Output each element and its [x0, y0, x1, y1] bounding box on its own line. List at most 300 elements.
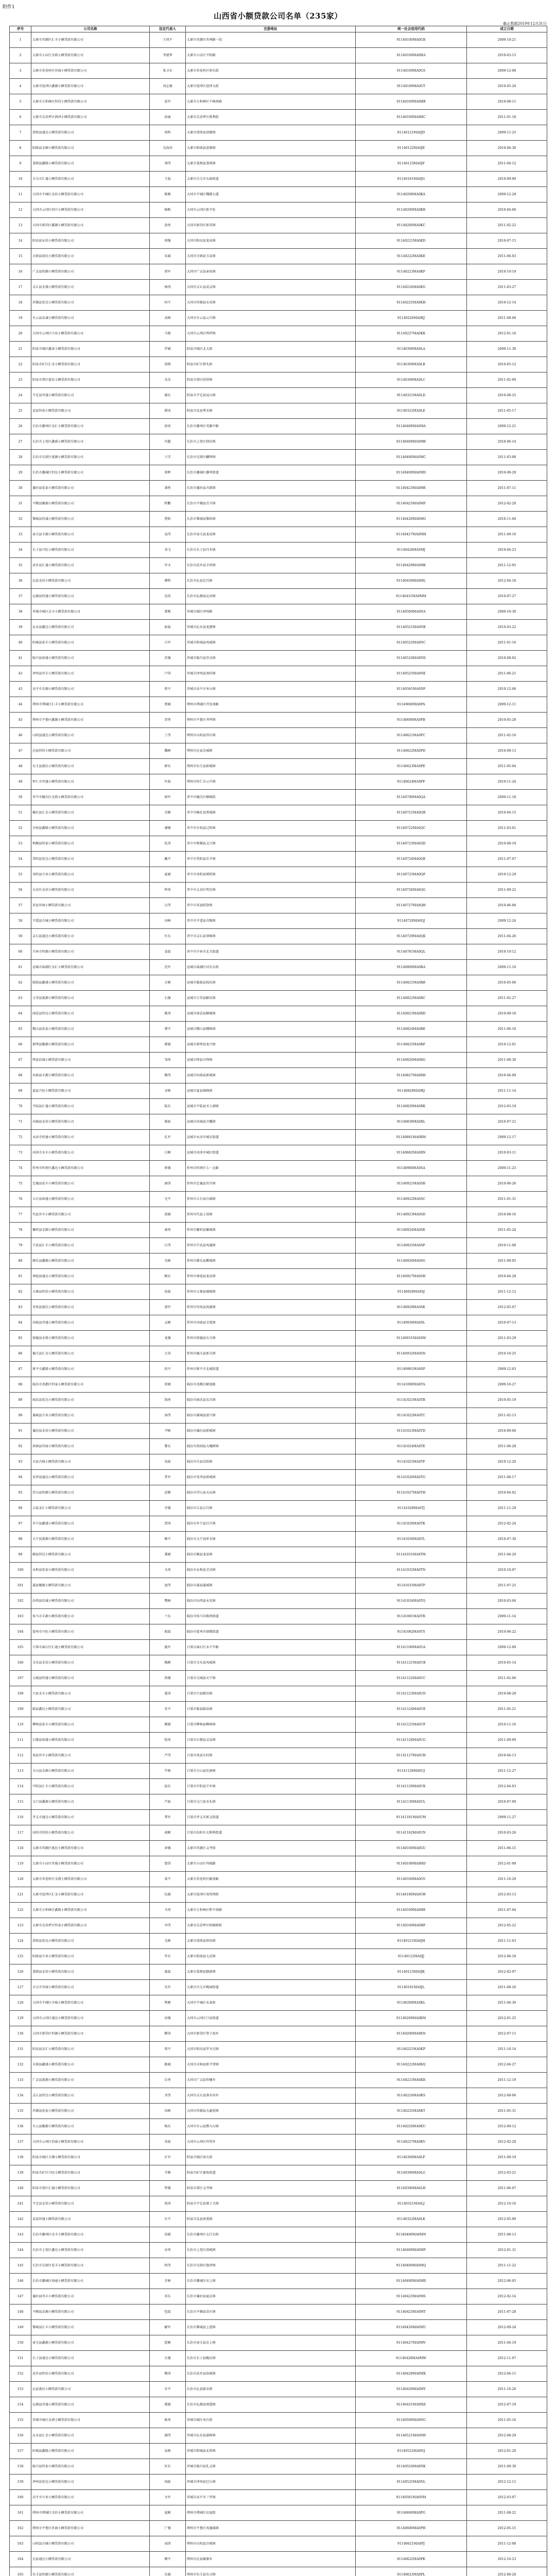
row-index: 46	[10, 728, 31, 743]
company-name: 柳林县宏丰小额贷款有限公司	[31, 1717, 150, 1733]
company-name: 娄烦县鑫隆小额贷款有限公司	[31, 156, 150, 172]
row-index: 24	[10, 388, 31, 403]
table-row	[10, 2397, 547, 2413]
credit-code: 91140400MA0MR	[356, 2274, 467, 2289]
founded-date: 2011-10-20	[467, 1872, 547, 1887]
row-index: 128	[10, 1995, 31, 2011]
company-name: 灵丘县恒达小额贷款有限公司	[31, 2088, 150, 2104]
row-index: 16	[10, 264, 31, 280]
company-name: 绛县信诚小额贷款有限公司	[31, 1053, 150, 1068]
credit-code: 91140723MA0QD	[356, 836, 467, 852]
legal-representative: 龚斌	[150, 1547, 186, 1563]
row-index: 57	[10, 898, 31, 913]
legal-representative: 戴平	[150, 852, 186, 867]
table-row	[10, 512, 547, 527]
founded-date: 2010-12-20	[467, 1454, 547, 1470]
table-row	[10, 295, 547, 311]
founded-date: 2012-02-14	[467, 2289, 547, 2304]
table-row	[10, 280, 547, 295]
row-index: 152	[10, 2366, 31, 2382]
registered-address: 晋中市昔阳县乐平镇	[186, 852, 356, 867]
founded-date: 2011-10-26	[467, 2382, 547, 2397]
registered-address: 晋城市泽州县南村镇	[186, 666, 356, 682]
registered-address: 晋中市介休市北关街道	[186, 944, 356, 960]
founded-date: 2011-11-22	[467, 2258, 547, 2274]
company-name: 临汾市尧都区恒泰小额贷款有限公司	[31, 1377, 150, 1393]
table-row	[10, 743, 547, 759]
credit-code: 91140729MA0QK	[356, 929, 467, 944]
legal-representative: 黄勇	[150, 218, 186, 233]
row-index: 29	[10, 465, 31, 481]
founded-date: 2011-05-24	[467, 1223, 547, 1238]
table-row	[10, 1949, 547, 1964]
registered-address: 晋中市祁县昭馀镇	[186, 898, 356, 913]
credit-code: 91140621MA0PJ	[356, 2536, 467, 2552]
credit-code: 91140931MA0SM	[356, 1331, 467, 1346]
registered-address: 运城市稷山县稷峰镇	[186, 1022, 356, 1037]
row-index: 53	[10, 836, 31, 852]
registered-address: 大同市平城区魏都大道	[186, 187, 356, 202]
founded-date: 2011-07-04	[467, 1903, 547, 1918]
table-row	[10, 713, 547, 728]
founded-date: 2011-01-10	[467, 635, 547, 651]
founded-date: 2009-12-24	[467, 913, 547, 929]
credit-code: 91140826MA0RG	[356, 1053, 467, 1068]
row-index: 142	[10, 2212, 31, 2227]
row-index: 35	[10, 558, 31, 573]
founded-date: 2012-05-09	[467, 2212, 547, 2227]
row-index: 11	[10, 187, 31, 202]
registered-address: 长治市屯留区渔泽镇	[186, 2258, 356, 2274]
credit-code: 91140622MA0PD	[356, 743, 467, 759]
row-index: 159	[10, 2475, 31, 2490]
registered-address: 阳泉市城区北大街	[186, 342, 356, 357]
legal-representative: 叶磊	[150, 774, 186, 790]
credit-code: 91140581MA0NM	[356, 2490, 467, 2505]
row-index: 67	[10, 1053, 31, 1068]
legal-representative: 黎东	[150, 1439, 186, 1454]
founded-date: 2011-05-04	[467, 759, 547, 774]
founded-date: 2011-09-09	[467, 1733, 547, 1748]
founded-date: 2009-12-09	[467, 1640, 547, 1655]
registered-address: 吕梁市岚县东村镇	[186, 1748, 356, 1764]
company-name: 大同市云冈区通达小额贷款有限公司	[31, 2011, 150, 2026]
row-index: 4	[10, 79, 31, 94]
company-name: 翼城县兴业小额贷款有限公司	[31, 1408, 150, 1423]
legal-representative: 彭磊	[150, 620, 186, 635]
registered-address: 长治市武乡县丰州镇	[186, 558, 356, 573]
registered-address: 太原市晋源区义井街	[186, 1841, 356, 1856]
company-name: 大同市平城区金信小额贷款有限公司	[31, 187, 150, 202]
legal-representative: 匡东	[150, 2459, 186, 2475]
legal-representative: 高峰	[150, 311, 186, 326]
legal-representative: 严伟	[150, 1748, 186, 1764]
credit-code: 91140500MA0NA	[356, 604, 467, 620]
table-row	[10, 1083, 547, 1099]
legal-representative: 史峰	[150, 1253, 186, 1269]
row-index: 55	[10, 867, 31, 883]
row-index: 129	[10, 2011, 31, 2026]
table-row	[10, 2181, 547, 2196]
registered-address: 吕梁市交口县水头镇	[186, 1794, 356, 1810]
registered-address: 晋城市沁水县龙港镇	[186, 620, 356, 635]
company-name: 襄垣县宏泰小额贷款有限公司	[31, 481, 150, 496]
legal-representative: 潘强	[150, 821, 186, 836]
company-name: 沁源县晋通小额贷款有限公司	[31, 2397, 150, 2413]
registered-address: 运城市平陆县圣人涧镇	[186, 1099, 356, 1114]
row-index: 83	[10, 1300, 31, 1315]
registered-address: 长治市壶关县店上镇	[186, 2335, 356, 2351]
credit-code: 91140524MA0NK	[356, 2459, 467, 2475]
legal-representative: 颜斌	[150, 1717, 186, 1733]
table-row	[10, 1022, 547, 1037]
credit-code: 91140500MA0NG	[356, 2413, 467, 2428]
registered-address: 阳泉市矿区赛鱼街道	[186, 2165, 356, 2181]
credit-code: 91140827MA0RH	[356, 1068, 467, 1083]
table-row	[10, 434, 547, 450]
row-index: 154	[10, 2397, 31, 2413]
table-row	[10, 728, 547, 743]
founded-date: 2010-04-09	[467, 1068, 547, 1083]
legal-representative: 祁东	[150, 2289, 186, 2304]
founded-date: 2010-11-04	[467, 512, 547, 527]
row-index: 8	[10, 141, 31, 156]
credit-code: 91140100MA0GU	[356, 1841, 467, 1856]
header-credit-code: 统一社会信用代码	[356, 26, 467, 32]
company-name: 沁水县鑫达小额贷款有限公司	[31, 620, 150, 635]
legal-representative: 孟刚	[150, 1315, 186, 1331]
company-name: 平陆县汇通小额贷款有限公司	[31, 1099, 150, 1114]
table-row	[10, 1995, 547, 2011]
company-name: 沁水县汇金小额贷款有限公司	[31, 2428, 150, 2444]
company-name: 交城县恒通小额贷款有限公司	[31, 1671, 150, 1686]
registered-address: 朔州市平鲁区凤凰城镇	[186, 2521, 356, 2536]
row-index: 105	[10, 1640, 31, 1655]
row-index: 114	[10, 1779, 31, 1794]
row-index: 39	[10, 620, 31, 635]
company-name: 五台县裕通小额贷款有限公司	[31, 1192, 150, 1207]
credit-code: 91140521MA0NH	[356, 2428, 467, 2444]
legal-representative: 管强	[150, 2181, 186, 2196]
company-name: 交口县鑫源小额贷款有限公司	[31, 1794, 150, 1810]
table-row	[10, 2289, 547, 2304]
credit-code: 91140881MA0RM	[356, 1130, 467, 1145]
founded-date: 2011-04-30	[467, 1995, 547, 2011]
credit-code: 91140322MA0LE	[356, 403, 467, 419]
founded-date: 2012-09-24	[467, 2320, 547, 2335]
table-row	[10, 635, 547, 651]
founded-date: 2009-10-27	[467, 1377, 547, 1393]
company-name: 阳城县宏丰小额贷款有限公司	[31, 635, 150, 651]
credit-code: 91140226MA0KU	[356, 2119, 467, 2134]
row-index: 118	[10, 1841, 31, 1856]
table-row	[10, 991, 547, 1006]
legal-representative: 谢东	[150, 388, 186, 403]
founded-date: 2012-02-20	[467, 496, 547, 512]
registered-address: 晋城市阳城县凤城镇	[186, 635, 356, 651]
credit-code: 91140300MA0LF	[356, 2150, 467, 2165]
row-index: 3	[10, 63, 31, 79]
legal-representative: 翟涛	[150, 1686, 186, 1702]
row-index: 33	[10, 527, 31, 543]
legal-representative: 曹阳	[150, 512, 186, 527]
credit-code: 91141030MA0TL	[356, 1532, 467, 1547]
company-name: 朔州市朔城区汇丰小额贷款有限公司	[31, 697, 150, 713]
table-row	[10, 2490, 547, 2505]
company-name: 昔阳县宏达小额贷款有限公司	[31, 852, 150, 867]
registered-address: 长治市潞州区英雄中路	[186, 419, 356, 434]
registered-address: 大同市阳高县龙泉镇	[186, 233, 356, 249]
company-name: 平顺县金源小额贷款有限公司	[31, 2304, 150, 2320]
table-row	[10, 2320, 547, 2335]
row-index: 87	[10, 1362, 31, 1377]
credit-code: 91140923MA0SD	[356, 1207, 467, 1223]
row-index: 71	[10, 1114, 31, 1130]
legal-representative: 申伟	[150, 1918, 186, 1934]
legal-representative: 程鹏	[150, 496, 186, 512]
company-name: 沁县金信小额贷款有限公司	[31, 573, 150, 589]
legal-representative: 龙强	[150, 1331, 186, 1346]
company-name: 稷山县宏泰小额贷款有限公司	[31, 1022, 150, 1037]
credit-code: 91140431MA0MZ	[356, 2397, 467, 2413]
legal-representative: 俞刚	[150, 1825, 186, 1841]
row-index: 18	[10, 295, 31, 311]
company-name: 忻州市忻府区鑫达小额贷款有限公司	[31, 1161, 150, 1176]
table-row	[10, 2057, 547, 2073]
registered-address: 临汾市隰县龙泉镇	[186, 1547, 356, 1563]
table-row	[10, 218, 547, 233]
credit-code: 91141031MA0TM	[356, 1547, 467, 1563]
table-row	[10, 2459, 547, 2475]
row-index: 140	[10, 2181, 31, 2196]
registered-address: 临汾市汾西县永安镇	[186, 1594, 356, 1609]
company-name: 左云县聚源小额贷款有限公司	[31, 2119, 150, 2134]
founded-date: 2009-11-27	[467, 1810, 547, 1825]
founded-date: 2012-01-31	[467, 2243, 547, 2258]
registered-address: 忻州市忻府区七一北路	[186, 1161, 356, 1176]
credit-code: 91140926MA0SG	[356, 1253, 467, 1269]
legal-representative: 夏斌	[150, 867, 186, 883]
credit-code: 91140100MA0HC	[356, 110, 467, 125]
founded-date: 2012-08-29	[467, 2428, 547, 2444]
registered-address: 临汾市侯马市路西街道	[186, 1609, 356, 1624]
row-index: 139	[10, 2165, 31, 2181]
row-index: 138	[10, 2150, 31, 2165]
credit-code: 91140800MA0RA	[356, 960, 467, 975]
row-index: 50	[10, 790, 31, 805]
founded-date: 2010-09-18	[467, 1006, 547, 1022]
founded-date: 2010-03-26	[467, 1825, 547, 1841]
row-index: 80	[10, 1253, 31, 1269]
company-name: 乡宁县鑫盛小额贷款有限公司	[31, 1516, 150, 1532]
founded-date: 2011-06-28	[467, 1439, 547, 1454]
row-index: 69	[10, 1083, 31, 1099]
table-row	[10, 1733, 547, 1748]
table-row	[10, 1671, 547, 1686]
table-row	[10, 1810, 547, 1825]
row-index: 31	[10, 496, 31, 512]
registered-address: 临汾市翼城县唐兴镇	[186, 1408, 356, 1423]
company-name: 霍州市兴旺小额贷款有限公司	[31, 1624, 150, 1640]
company-name: 偏关县汇金小额贷款有限公司	[31, 1346, 150, 1362]
credit-code: 91140200MA0KM	[356, 2011, 467, 2026]
registered-address: 大同市广灵县壶泉镇	[186, 264, 356, 280]
table-row	[10, 1176, 547, 1192]
row-index: 146	[10, 2274, 31, 2289]
legal-representative: 乔强	[150, 1501, 186, 1516]
founded-date: 2011-05-21	[467, 1702, 547, 1717]
legal-representative: 梅东	[150, 2119, 186, 2134]
company-name: 山阴县古城小额贷款有限公司	[31, 2536, 150, 2552]
row-index: 132	[10, 2057, 31, 2073]
registered-address: 临汾市襄汾县新城镇	[186, 1423, 356, 1439]
table-row	[10, 1253, 547, 1269]
row-index: 97	[10, 1516, 31, 1532]
table-row	[10, 1717, 547, 1733]
row-index: 101	[10, 1578, 31, 1594]
legal-representative: 柳涛	[150, 2026, 186, 2042]
company-name: 大同市云州区信诚小额贷款有限公司	[31, 2134, 150, 2150]
company-name: 阳泉市城区丰源小额贷款有限公司	[31, 2150, 150, 2165]
founded-date: 2011-06-03	[467, 249, 547, 264]
credit-code: 91140427MA0MV	[356, 2335, 467, 2351]
table-row	[10, 465, 547, 481]
founded-date: 2011-03-01	[467, 821, 547, 836]
credit-code: 91140932MA0SN	[356, 1346, 467, 1362]
credit-code: 91140122MA0JE	[356, 141, 467, 156]
founded-date: 2010-09-06	[467, 1423, 547, 1439]
founded-date: 2009-12-03	[467, 1362, 547, 1377]
registered-address: 吕梁市汾阳市太和桥街道	[186, 1825, 356, 1841]
credit-code: 91140724MA0QE	[356, 852, 467, 867]
legal-representative: 赵军	[150, 94, 186, 110]
company-name: 太原市万柏林区恒信小额贷款有限公司	[31, 94, 150, 110]
row-index: 143	[10, 2227, 31, 2243]
row-index: 61	[10, 960, 31, 975]
legal-representative: 胡军	[150, 264, 186, 280]
company-name: 左云县众诚小额贷款有限公司	[31, 311, 150, 326]
row-index: 43	[10, 682, 31, 697]
company-name: 怀仁市晋通小额贷款有限公司	[31, 774, 150, 790]
founded-date: 2011-08-22	[467, 2505, 547, 2521]
legal-representative: 衡涛	[150, 2366, 186, 2382]
company-name: 朔州市朔城区金信小额贷款有限公司	[31, 2505, 150, 2521]
legal-representative: 邵军	[150, 1300, 186, 1315]
row-index: 72	[10, 1130, 31, 1145]
registered-address: 临汾市霍州市鼓楼街道	[186, 1624, 356, 1640]
credit-code: 91140430MA0ML	[356, 573, 467, 589]
row-index: 7	[10, 125, 31, 141]
registered-address: 晋城市陵川县崇文镇	[186, 651, 356, 666]
founded-date: 2011-02-06	[467, 1671, 547, 1686]
table-row	[10, 1269, 547, 1284]
credit-code: 91140428MA0MJ	[356, 543, 467, 558]
credit-code: 91140200MA0KA	[356, 187, 467, 202]
legal-representative: 鲁涛	[150, 1856, 186, 1872]
company-name: 榆社县汇金小额贷款有限公司	[31, 805, 150, 821]
credit-code: 91140100MA0GV	[356, 1872, 467, 1887]
company-name: 灵丘县金盛小额贷款有限公司	[31, 280, 150, 295]
table-row	[10, 1594, 547, 1609]
registered-address: 大同市左云县云兴镇	[186, 311, 356, 326]
registered-address: 阳泉市郊区义井镇	[186, 2181, 356, 2196]
company-name: 阳泉市矿区兴旺小额贷款有限公司	[31, 2165, 150, 2181]
legal-representative: 贺涛	[150, 1516, 186, 1532]
table-row	[10, 94, 547, 110]
row-index: 12	[10, 202, 31, 218]
credit-code: 91141126MA0UG	[356, 1733, 467, 1748]
table-row	[10, 1934, 547, 1949]
table-row	[10, 1454, 547, 1470]
credit-code: 91140121MA0JH	[356, 1934, 467, 1949]
row-index: 109	[10, 1702, 31, 1717]
row-index: 115	[10, 1794, 31, 1810]
registered-address: 晋城市高平市三甲镇	[186, 2490, 356, 2505]
table-row	[10, 1856, 547, 1872]
registered-address: 大同市灵丘县武灵镇	[186, 280, 356, 295]
table-row	[10, 1346, 547, 1362]
credit-code: 91140921MA0SB	[356, 1176, 467, 1192]
legal-representative: 兰东	[150, 1609, 186, 1624]
credit-code: 91140600MA0PG	[356, 2505, 467, 2521]
credit-code: 91140721MA0QB	[356, 805, 467, 821]
row-index: 117	[10, 1825, 31, 1841]
legal-representative: 聂磊	[150, 1964, 186, 1980]
legal-representative: 金峰	[150, 1083, 186, 1099]
founded-date: 2012-01-20	[467, 2444, 547, 2459]
credit-code: 91140123MA0JK	[356, 1964, 467, 1980]
registered-address: 长治市沁县定昌镇	[186, 573, 356, 589]
table-row	[10, 573, 547, 589]
registered-address: 太原市古交市东曲街道	[186, 172, 356, 187]
registered-address: 运城市闻喜县桐城镇	[186, 1006, 356, 1022]
table-row	[10, 388, 547, 403]
founded-date: 2010-08-02	[467, 651, 547, 666]
company-name: 石楼县裕通小额贷款有限公司	[31, 1733, 150, 1748]
founded-date: 2011-01-31	[467, 1192, 547, 1207]
table-row	[10, 1377, 547, 1393]
registered-address: 晋中市榆次区顺城街	[186, 790, 356, 805]
table-row	[10, 543, 547, 558]
credit-code: 91140927MA0SH	[356, 1269, 467, 1284]
table-row	[10, 172, 547, 187]
row-index: 13	[10, 218, 31, 233]
row-index: 84	[10, 1315, 31, 1331]
credit-code: 91140822MA0RC	[356, 991, 467, 1006]
row-index: 17	[10, 280, 31, 295]
legal-representative: 寇刚	[150, 2505, 186, 2521]
table-row	[10, 2536, 547, 2552]
credit-code: 91140100MA0HB	[356, 94, 467, 110]
credit-code: 91140928MA0SJ	[356, 1284, 467, 1300]
registered-address: 朔州市右玉县右卫镇	[186, 2567, 356, 2576]
founded-date: 2012-04-11	[467, 2366, 547, 2382]
row-index: 103	[10, 1609, 31, 1624]
company-name: 垣曲县丰源小额贷款有限公司	[31, 1068, 150, 1083]
table-row	[10, 2150, 547, 2165]
legal-representative: 钟勇	[150, 883, 186, 898]
credit-code: 91141029MA0TK	[356, 1516, 467, 1532]
credit-code: 91140200MA0KL	[356, 1995, 467, 2011]
legal-representative: 邱斌	[150, 1207, 186, 1223]
company-name: 晋中市榆次区金鼎小额贷款有限公司	[31, 790, 150, 805]
legal-representative: 石强	[150, 991, 186, 1006]
credit-code: 91140100MA0GR	[356, 32, 467, 48]
legal-representative: 于洋	[150, 450, 186, 465]
company-name: 河曲县晋通小额贷款有限公司	[31, 1315, 150, 1331]
table-row	[10, 1609, 547, 1624]
company-name: 陵川县裕通小额贷款有限公司	[31, 651, 150, 666]
